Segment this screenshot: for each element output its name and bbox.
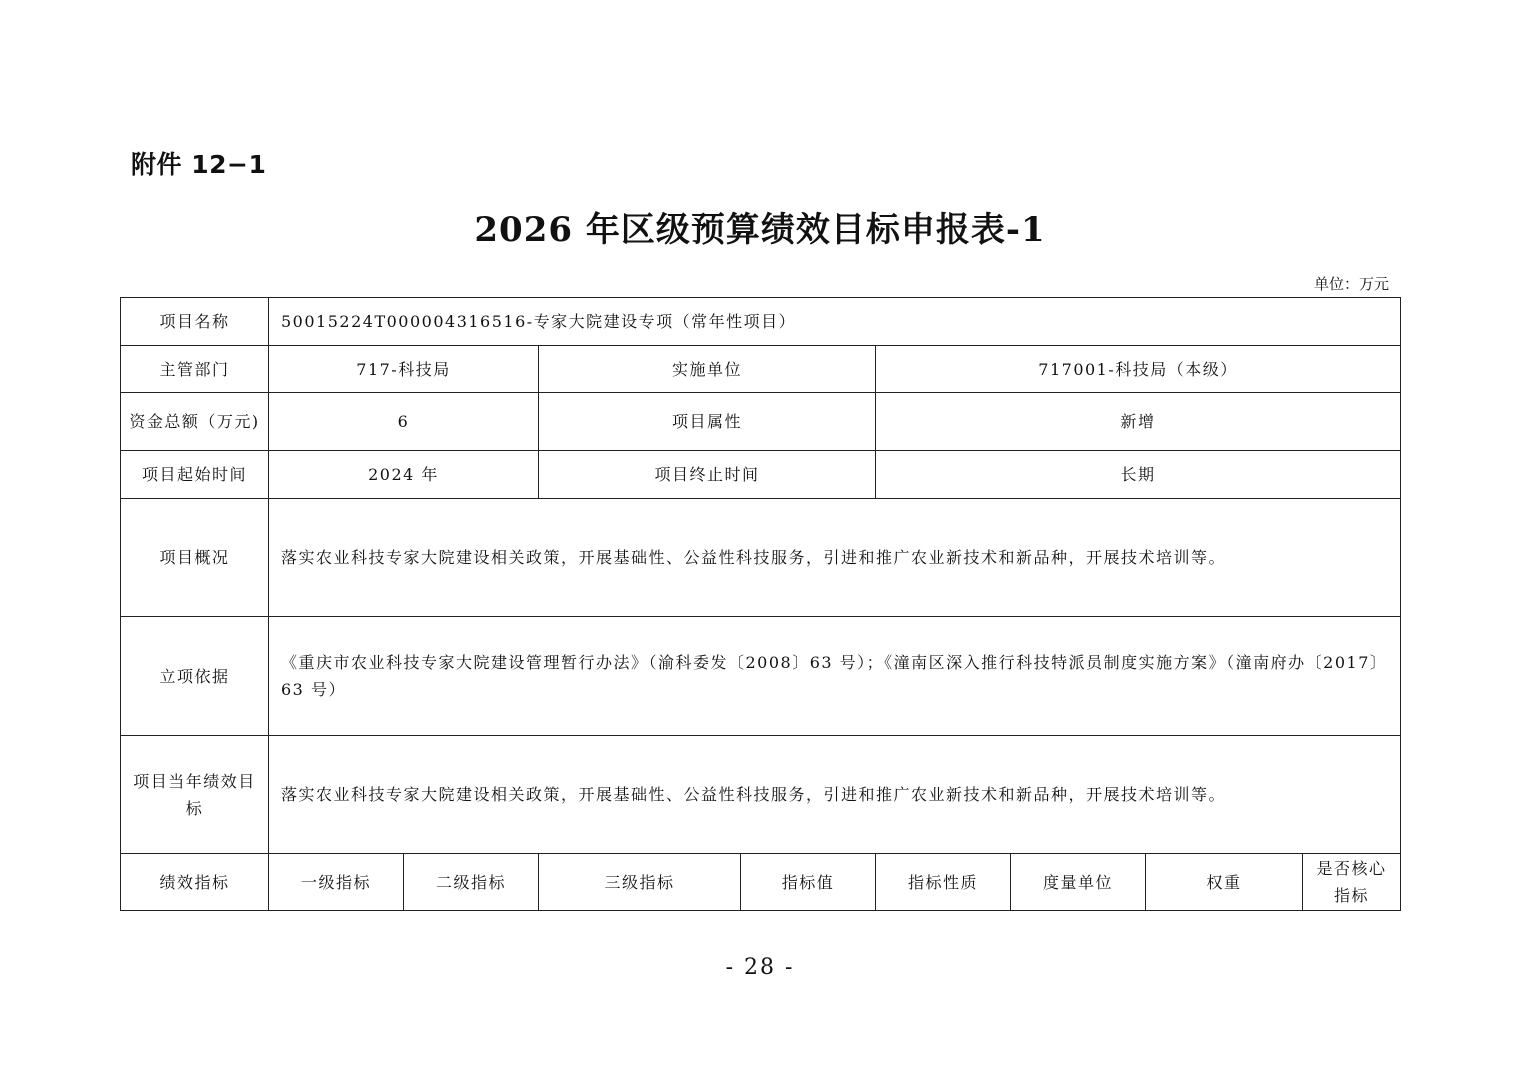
perf-header-cell: 度量单位 [1011,854,1146,911]
basis-label: 立项依据 [121,617,269,736]
unit-label: 单位：万元 [1313,275,1389,293]
table-row [121,346,1401,393]
table-row [121,451,1401,499]
fund-label: 资金总额（万元) [121,393,269,451]
perf-header-cell: 绩效指标 [121,854,269,911]
fund-value: 6 [269,393,539,451]
attachment-label: 附件 12−1 [131,150,267,179]
attr-label: 项目属性 [539,393,876,451]
start-value: 2024 年 [269,451,539,499]
dept-label: 主管部门 [121,346,269,393]
perf-header-cell: 三级指标 [539,854,741,911]
table-row [121,298,1401,346]
perf-header-cell: 指标值 [741,854,876,911]
impl-label: 实施单位 [539,346,876,393]
perf-header-cell: 一级指标 [269,854,404,911]
table-row [121,393,1401,451]
perf-header-cell: 指标性质 [876,854,1011,911]
perf-header-row [121,854,1401,911]
perf-header-cell: 权重 [1146,854,1303,911]
page-number: - 28 - [725,955,795,980]
table-row [121,617,1401,736]
basis-value: 《重庆市农业科技专家大院建设管理暂行办法》（渝科委发〔2008〕63 号）；《潼南区深入推行科技特派员制度实施方案》（潼南府办〔2017〕63 号） [269,617,1401,736]
perf-header-cell: 二级指标 [404,854,539,911]
budget-target-table [120,297,1401,911]
goal-value: 落实农业科技专家大院建设相关政策，开展基础性、公益性科技服务，引进和推广农业新技术和新品种，开展技术培训等。 [269,736,1401,854]
dept-value: 717-科技局 [269,346,539,393]
attr-value: 新增 [876,393,1401,451]
overview-value: 落实农业科技专家大院建设相关政策，开展基础性、公益性科技服务，引进和推广农业新技术和新品种，开展技术培训等。 [269,499,1401,617]
project-name-value: 50015224T000004316516-专家大院建设专项（常年性项目） [269,298,1401,346]
document-title: 2026 年区级预算绩效目标申报表-1 [474,210,1046,250]
table-row [121,736,1401,854]
project-name-label: 项目名称 [121,298,269,346]
start-label: 项目起始时间 [121,451,269,499]
end-value: 长期 [876,451,1401,499]
impl-value: 717001-科技局（本级） [876,346,1401,393]
goal-label: 项目当年绩效目标 [121,736,269,854]
end-label: 项目终止时间 [539,451,876,499]
overview-label: 项目概况 [121,499,269,617]
table-row [121,499,1401,617]
perf-header-cell: 是否核心指标 [1303,854,1401,911]
